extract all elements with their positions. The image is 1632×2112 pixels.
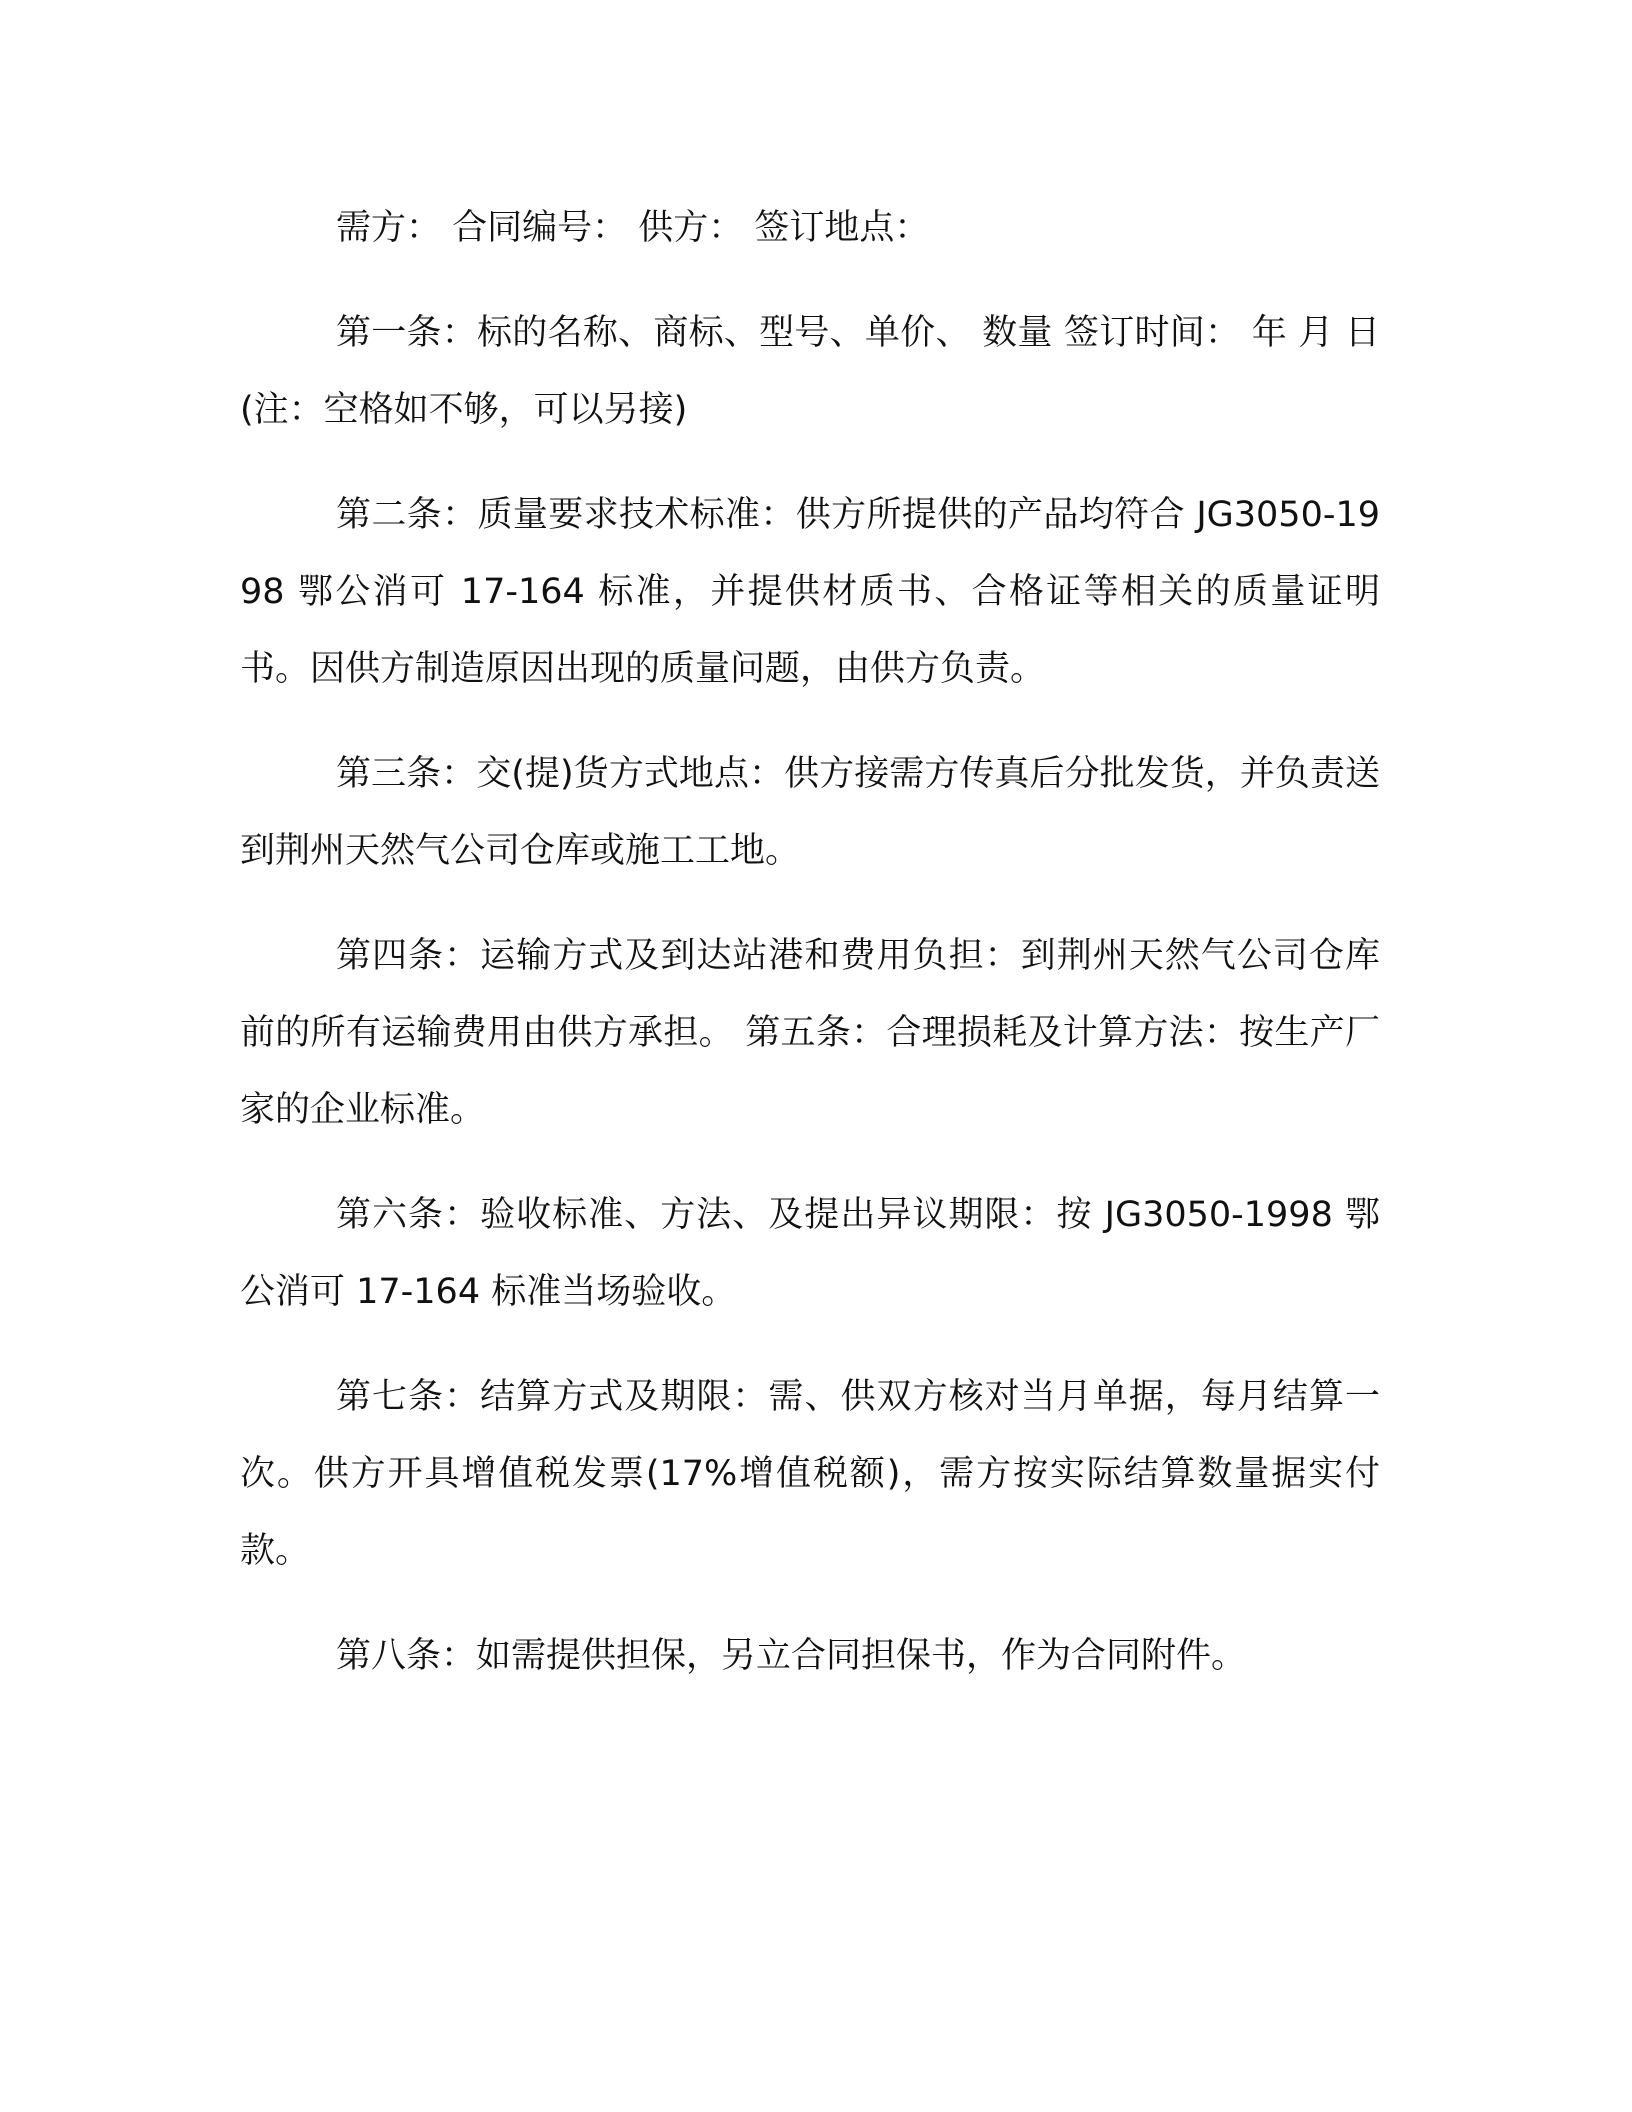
clause-8: 第八条：如需提供担保，另立合同担保书，作为合同附件。 [336, 1636, 1247, 1676]
clause-2: 第二条：质量要求技术标准：供方所提供的产品均符合 JG3050-1998 鄂公消可 17-164 标准，并提供材质书、合格证等相关的质量证明书。因供方制造原因出现的质量问题，由供方负责。 [240, 495, 1380, 689]
clause-4-5: 第四条：运输方式及到达站港和费用负担：到荆州天然气公司仓库前的所有运输费用由供方承担。 第五条：合理损耗及计算方法：按生产厂家的企业标准。 [240, 936, 1380, 1130]
clause-6: 第六条：验收标准、方法、及提出异议期限：按 JG3050-1998 鄂公消可 17-164 标准当场验收。 [240, 1195, 1380, 1312]
clause-1: 第一条：标的名称、商标、型号、单价、 数量 签订时间： 年 月 日(注：空格如不够，可以另接) [240, 313, 1380, 430]
clause-7: 第七条：结算方式及期限：需、供双方核对当月单据，每月结算一次。供方开具增值税发票(17%增值税额)，需方按实际结算数量据实付款。 [240, 1377, 1380, 1571]
document-body [240, 190, 1380, 1723]
contract-header-fields: 需方： 合同编号： 供方： 签订地点： [336, 208, 930, 248]
clause-3: 第三条：交(提)货方式地点：供方接需方传真后分批发货，并负责送到荆州天然气公司仓库或施工工地。 [240, 754, 1380, 871]
